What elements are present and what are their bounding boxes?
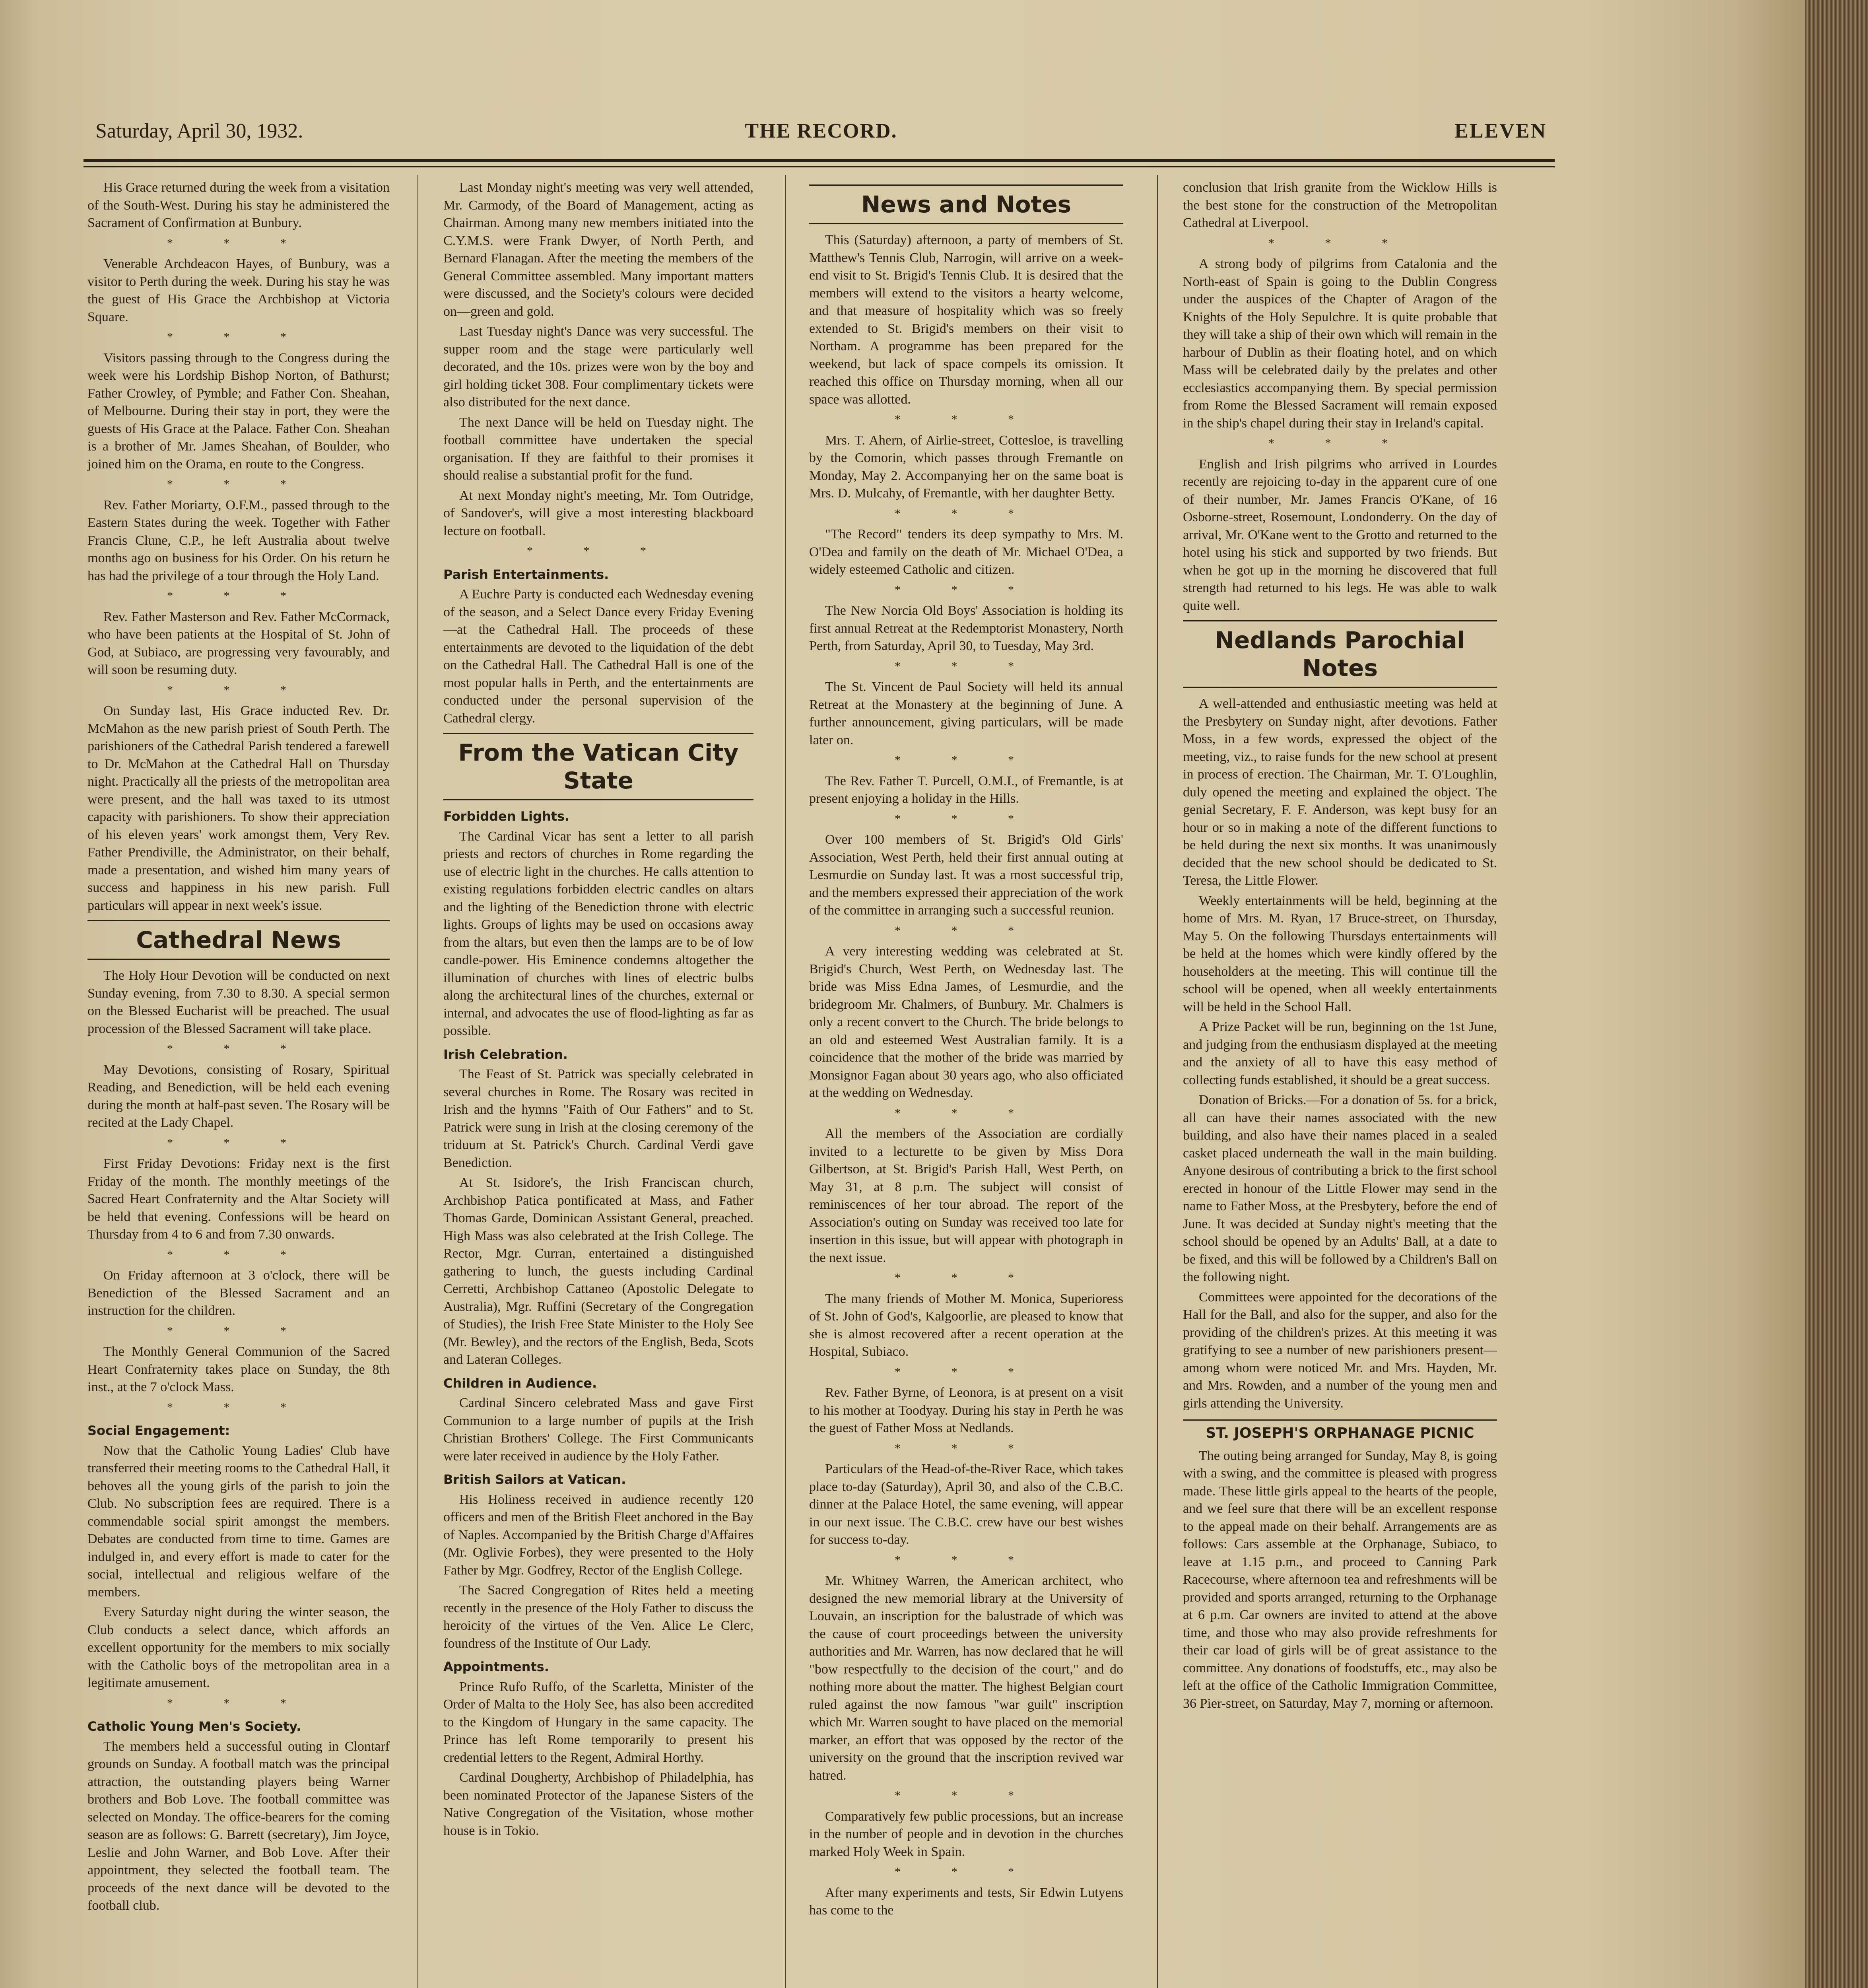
article-paragraph: Now that the Catholic Young Ladies' Club have transferred their meeting rooms to the Cathedral Hall, it behoves all the young girls of the parish to join the Club. No subscription fees are required. There is a commendable social spirit amongst the members. Debates are conducted from time to time. Games are indulged in, and every effort is made to cater for the social, intellectual and religious welfare of the members.	[87, 1443, 390, 1600]
article-paragraph: Committees were appointed for the decorations of the Hall for the Ball, and also for the supper, and also for the providing of the children's prizes. At this meeting it was gratifying to see a number of new parishioners present—among whom were noticed Mr. and Mrs. Hayden, Mr. and Mrs. Rowden, and a number of the young men and girls attending the University.	[1183, 1289, 1497, 1411]
article-paragraph: His Holiness received in audience recently 120 officers and men of the British Fleet anchored in the Bay of Naples. Accompanied by the British Charge d'Affaires (Mr. Oglivie Forbes), they were presented to the Holy Father by Mgr. Godfrey, Rector of the English College.	[443, 1492, 753, 1578]
article-paragraph: This (Saturday) afternoon, a party of members of St. Matthew's Tennis Club, Narrogin, will arrive on a week-end visit to St. Brigid's Tennis Club. It is desired that the members will extend to the visitors a hearty welcome, and that measure of hospitality which was so freely extended to St. Brigid's members on their visit to Northam. A programme has been prepared for the weekend, but lack of space compels its omission. It reached this office on Thursday morning, when all our space was allotted.	[809, 233, 1123, 407]
article-paragraph: A Euchre Party is conducted each Wednesday evening of the season, and a Select Dance every Friday Evening—at the Cathedral Hall. The proceeds of these entertainments are devoted to the liquidation of the debt on the Cathedral Hall. The Cathedral Hall is one of the most popular halls in Perth, and the entertainments are conducted under the personal supervision of the Cathedral clergy.	[443, 587, 753, 726]
article-paragraph: The members held a successful outing in Clontarf grounds on Sunday. A football match was the principal attraction, the outstanding players being Warner brothers and Bob Love. The football committee was selected on Monday. The office-bearers for the coming season are as follows: G. Barrett (secretary), Jim Joyce, Leslie and John Warner, and Bob Love. After their appointment, they selected the football team. The proceeds of the next dance will be devoted to the football club.	[87, 1739, 390, 1913]
article-paragraph: "The Record" tenders its deep sympathy to Mrs. M. O'Dea and family on the death of Mr. Michael O'Dea, a widely esteemed Catholic and citizen.	[809, 527, 1123, 577]
article-paragraph: On Sunday last, His Grace inducted Rev. Dr. McMahon as the new parish priest of South Perth. The parishioners of the Cathedral Parish tendered a farewell to Dr. McMahon at the Cathedral Hall on Thursday night. Practically all the priests of the metropolitan area were present, and the hall was taxed to its utmost capacity with parishioners. To show their appreciation of his eleven years' work amongst them, Very Rev. Father Prendiville, the Administrator, on their behalf, made a presentation, and wished him many years of success and happiness in his new parish. Full particulars will appear in next week's issue.	[87, 703, 390, 913]
separator-stars: * * *	[895, 1365, 1038, 1378]
subheading: Irish Celebration.	[443, 1046, 568, 1062]
issue-date: Saturday, April 30, 1932.	[95, 120, 303, 142]
separator-stars: * * *	[895, 924, 1038, 937]
masthead-rule-thick	[83, 159, 1555, 162]
article-paragraph: Mr. Whitney Warren, the American architect, who designed the new memorial library at the University of Louvain, an inscription for the balustrade of which was the cause of court proceedings between the university authorities and Mr. Warren, has now declared that he will "bow respectfully to the decision of the court," and do nothing more about the matter. The highest Belgian court ruled against the now famous "war guilt" inscription which Mr. Warren sought to have placed on the memorial marker, an effort that was opposed by the rector of the university on the ground that the inscription revived war hatred.	[809, 1573, 1123, 1783]
separator-stars: * * *	[167, 1136, 310, 1149]
article-paragraph: Every Saturday night during the winter season, the Club conducts a select dance, which affords an excellent opportunity for the members to mix socially with the Catholic boys of the metropolitan area in a legitimate amusement.	[87, 1605, 390, 1690]
masthead-rule-thin	[83, 166, 1555, 167]
article-paragraph: A very interesting wedding was celebrated at St. Brigid's Church, West Perth, on Wednesday last. The bride was Miss Edna James, of Lesmurdie, and the bridegroom Mr. Chalmers, of Bunbury. Mr. Chalmers is only a recent convert to the Church. The bride belongs to an old and esteemed West Australian family. It is a coincidence that the mother of the bride was married by Monsignor Fagan about 30 years ago, who also officiated at the wedding on Wednesday.	[809, 944, 1123, 1100]
article-paragraph: All the members of the Association are cordially invited to a lecturette to be given by Miss Dora Gilbertson, at St. Brigid's Parish Hall, West Perth, on May 31, at 8 p.m. The subject will consist of reminiscences of her tour abroad. The report of the Association's outing on Sunday was received too late for insertion in this issue, but will appear with photograph in the next issue.	[809, 1126, 1123, 1265]
page-number: ELEVEN	[1454, 120, 1547, 142]
article-paragraph: The many friends of Mother M. Monica, Superioress of St. John of God's, Kalgoorlie, are pleased to know that she is almost recovered after a recent operation at the Hospital, Subiaco.	[809, 1291, 1123, 1359]
article-paragraph: The Sacred Congregation of Rites held a meeting recently in the presence of the Holy Father to discuss the heroicity of the virtues of the Ven. Alice Le Clerc, foundress of the Institute of Our Lady.	[443, 1583, 753, 1651]
separator-stars: * * *	[895, 1271, 1038, 1284]
section-heading-nedlands: Nedlands Parochial Notes	[1183, 620, 1497, 688]
separator-stars: * * *	[1268, 236, 1412, 250]
book-page-edges	[1805, 0, 1868, 1988]
separator-stars: * * *	[167, 1042, 310, 1055]
article-paragraph: Rev. Father Byrne, of Leonora, is at present on a visit to his mother at Toodyay. During his stay in Perth he was the guest of Father Moss at Nedlands.	[809, 1385, 1123, 1435]
article-paragraph: Comparatively few public processions, but an increase in the number of people and in devotion in the churches marked Holy Week in Spain.	[809, 1809, 1123, 1859]
separator-stars: * * *	[895, 1789, 1038, 1802]
separator-stars: * * *	[167, 1696, 310, 1710]
separator-stars: * * *	[167, 1400, 310, 1414]
article-paragraph: Rev. Father Masterson and Rev. Father McCormack, who have been patients at the Hospital of St. John of God, at Subiaco, are progressing very favourably, and will soon be resuming duty.	[87, 609, 390, 677]
column-1	[87, 179, 390, 1917]
article-paragraph: His Grace returned during the week from a visitation of the South-West. During his stay he administered the Sacrament of Confirmation at Bunbury.	[87, 180, 390, 230]
article-paragraph: A strong body of pilgrims from Catalonia and the North-east of Spain is going to the Dublin Congress under the auspices of the Chapter of Aragon of the Knights of the Holy Sepulchre. It is quite probable that they will take a ship of their own which will remain in the harbour of Dublin as their floating hotel, and on which Mass will be celebrated daily by the prelates and other ecclesiastics accompanying them. By special permission from Rome the Blessed Sacrament will remain exposed in the ship's chapel during their stay in Ireland's capital.	[1183, 256, 1497, 431]
article-paragraph: Donation of Bricks.—For a donation of 5s. for a brick, all can have their names associated with the new building, and also have their names placed in a sealed casket placed underneath the wall in the main building. Anyone desirous of contributing a brick to the first school erected in honour of the Little Flower may send in the name to Father Moss, at the Presbytery, before the end of June. It was decided at Sunday night's meeting that the school should be opened by an Adults' Ball, at a date to be fixed, and this will be followed by a Children's Ball on the following night.	[1183, 1093, 1497, 1284]
article-paragraph: First Friday Devotions: Friday next is the first Friday of the month. The monthly meetings of the Sacred Heart Confraternity and the Altar Society will be held that evening. Confessions will be heard on Thursday from 4 to 6 and from 7.30 onwards.	[87, 1156, 390, 1242]
article-paragraph: May Devotions, consisting of Rosary, Spiritual Reading, and Benediction, will be held each evening during the month at half-past seven. The Rosary will be recited at the Lady Chapel.	[87, 1062, 390, 1130]
column-2	[443, 179, 753, 1842]
article-paragraph: Visitors passing through to the Congress during the week were his Lordship Bishop Norton, of Bathurst; Father Crowley, of Pymble; and Father Con. Sheahan, of Melbourne. During their stay in port, they were the guests of His Grace at the Palace. Father Con. Sheahan is a brother of Mr. James Sheahan, of Boulder, who joined him on the Orama, en route to the Congress.	[87, 350, 390, 472]
separator-stars: * * *	[895, 583, 1038, 596]
subheading: Catholic Young Men's Society.	[87, 1719, 301, 1734]
separator-stars: * * *	[895, 413, 1038, 426]
separator-stars: * * *	[895, 1553, 1038, 1567]
article-paragraph: Cardinal Sincero celebrated Mass and gave First Communion to a large number of pupils at the Irish Christian Brothers' College. The First Communicants were later received in audience by the Holy Father.	[443, 1396, 753, 1464]
article-paragraph: A well-attended and enthusiastic meeting was held at the Presbytery on Sunday night, after devotions. Father Moss, in a few words, expressed the object of the meeting, viz., to raise funds for the new school at present in process of erection. The Chairman, Mr. T. O'Loughlin, duly opened the meeting and explained the object. The genial Secretary, F. F. Anderson, was kept busy for an hour or so in making a note of the different functions to be held during the next six months. It was unanimously decided that the new school should be dedicated to St. Teresa, the Little Flower.	[1183, 696, 1497, 888]
article-paragraph: A Prize Packet will be run, beginning on the 1st June, and judging from the enthusiasm displayed at the meeting and the anxiety of all to have this easy method of collecting funds established, it should be a great success.	[1183, 1019, 1497, 1087]
section-heading-news-and-notes: News and Notes	[809, 184, 1123, 224]
separator-stars: * * *	[895, 1865, 1038, 1878]
article-paragraph: The New Norcia Old Boys' Association is holding its first annual Retreat at the Redemptorist Monastery, North Perth, from Saturday, April 30, to Tuesday, May 3rd.	[809, 603, 1123, 653]
subheading: British Sailors at Vatican.	[443, 1472, 626, 1487]
column-divider	[785, 175, 786, 1988]
article-paragraph: Cardinal Dougherty, Archbishop of Philadelphia, has been nominated Protector of the Japanese Sisters of the Native Congregation of the Visitation, whose mother house is in Tokio.	[443, 1770, 753, 1838]
section-heading-cathedral-news: Cathedral News	[87, 920, 390, 960]
article-paragraph: conclusion that Irish granite from the Wicklow Hills is the best stone for the construction of the Metropolitan Cathedral at Liverpool.	[1183, 180, 1497, 230]
article-paragraph: Venerable Archdeacon Hayes, of Bunbury, was a visitor to Perth during the week. During his stay he was the guest of His Grace the Archbishop at Victoria Square.	[87, 256, 390, 324]
article-paragraph: On Friday afternoon at 3 o'clock, there will be Benediction of the Blessed Sacrament and an instruction for the children.	[87, 1268, 390, 1318]
separator-stars: * * *	[167, 236, 310, 250]
article-paragraph: The Feast of St. Patrick was specially celebrated in several churches in Rome. The Rosary was recited in Irish and the hymns "Faith of Our Fathers" and to St. Patrick were sung in Irish at the closing ceremony of the triduum at St. Patrick's Church. Cardinal Verdi gave Benediction.	[443, 1067, 753, 1170]
article-paragraph: Rev. Father Moriarty, O.F.M., passed through to the Eastern States during the week. Together with Father Francis Clune, C.P., he left Australia about twelve months ago on business for his Order. On his return he has had the privilege of a tour through the Holy Land.	[87, 497, 390, 583]
separator-stars: * * *	[167, 1324, 310, 1338]
subheading: Appointments.	[443, 1659, 549, 1674]
article-paragraph: Mrs. T. Ahern, of Airlie-street, Cottesloe, is travelling by the Comorin, which passes through Fremantle on Monday, May 2. Accompanying her on the same boat is Mrs. D. Mulcahy, of Fremantle, with her daughter Betty.	[809, 433, 1123, 501]
separator-stars: * * *	[895, 812, 1038, 825]
article-paragraph: The Monthly General Communion of the Sacred Heart Confraternity takes place on Sunday, the 8th inst., at the 7 o'clock Mass.	[87, 1344, 390, 1394]
separator-stars: * * *	[527, 544, 670, 557]
separator-stars: * * *	[895, 507, 1038, 520]
subheading: Parish Entertainments.	[443, 567, 609, 582]
subheading: Social Engagement:	[87, 1423, 230, 1438]
article-paragraph: The Cardinal Vicar has sent a letter to all parish priests and rectors of churches in Rome regarding the use of electric light in the churches. He calls attention to existing regulations forbidden electric candles on altars and the lighting of the Benediction throne with electric lights. Groups of lights may be used on occasions away from the altars, but even then the lamps are to be of low candle-power. His Eminence condemns altogether the illumination of churches with lines of electric bulbs along the architectural lines of the churches, external or internal, and advocates the use of flood-lighting as far as possible.	[443, 829, 753, 1038]
separator-stars: * * *	[895, 753, 1038, 767]
subheading: Children in Audience.	[443, 1375, 597, 1391]
article-paragraph: The next Dance will be held on Tuesday night. The football committee have undertaken the special organisation. If they are faithful to their promises it should realise a substantial profit for the fund.	[443, 415, 753, 483]
newspaper-title: THE RECORD.	[745, 120, 897, 142]
column-divider	[417, 175, 418, 1988]
article-paragraph: The Rev. Father T. Purcell, O.M.I., of Fremantle, is at present enjoying a holiday in the Hills.	[809, 773, 1123, 806]
article-paragraph: The St. Vincent de Paul Society will held its annual Retreat at the Monastery at the beginning of June. A further announcement, giving particulars, will be made later on.	[809, 679, 1123, 747]
article-paragraph: Weekly entertainments will be held, beginning at the home of Mrs. M. Ryan, 17 Bruce-street, on Thursday, May 5. On the following Thursdays entertainments will be held at the homes which were kindly offered by the householders at the meeting. This will continue till the school will be opened, when all weekly entertainments will be held in the School Hall.	[1183, 893, 1497, 1014]
column-divider	[1157, 175, 1158, 1988]
article-paragraph: At next Monday night's meeting, Mr. Tom Outridge, of Sandover's, will give a most interesting blackboard lecture on football.	[443, 488, 753, 538]
subheading: Forbidden Lights.	[443, 809, 570, 824]
masthead	[95, 119, 1547, 151]
section-heading-vatican: From the Vatican City State	[443, 733, 753, 800]
article-paragraph: The outing being arranged for Sunday, May 8, is going with a swing, and the committee is pleased with progress made. These little girls appeal to the hearts of the people, and we feel sure that there will be an excellent response to the appeal made on their behalf. Arrangements are as follows: Cars assemble at the Orphanage, Subiaco, to leave at 1.15 p.m., and proceed to Canning Park Racecourse, where afternoon tea and refreshments will be provided and sports arranged, returning to the Orphanage at 6 p.m. Car owners are invited to attend at the above time, and those who may also provide refreshments for their car load of girls will be of great assistance to the committee. Any donations of foodstuffs, etc., may also be left at the office of the Catholic Immigration Committee, 36 Pier-street, on Saturday, May 7, morning or afternoon.	[1183, 1448, 1497, 1711]
separator-stars: * * *	[167, 683, 310, 697]
article-paragraph: Last Monday night's meeting was very well attended, Mr. Carmody, of the Board of Management, acting as Chairman. Among many new members initiated into the C.Y.M.S. were Frank Dwyer, of North Perth, and Bernard Flanagan. After the meeting the members of the General Committee assembled. Many important matters were discussed, and the Society's colours were decided on—green and gold.	[443, 180, 753, 319]
separator-stars: * * *	[167, 1248, 310, 1261]
separator-stars: * * *	[895, 1441, 1038, 1455]
separator-stars: * * *	[167, 478, 310, 491]
article-paragraph: At St. Isidore's, the Irish Franciscan church, Archbishop Patica pontificated at Mass, and Father Thomas Garde, Dominican Assistant General, preached. High Mass was also celebrated at the Irish College. The Rector, Mgr. Curran, entertained a distinguished gathering to lunch, the guests including Cardinal Cerretti, Archbishop Cattaneo (Apostolic Delegate to Australia), Mgr. Ruffini (Secretary of the Congregation of Studies), the Irish Free State Minister to the Holy See (Mr. Bewley), and the rectors of the English, Beda, Scots and Lateran Colleges.	[443, 1175, 753, 1367]
article-paragraph: Prince Rufo Ruffo, of the Scarletta, Minister of the Order of Malta to the Holy See, has also been accredited to the Kingdom of Hungary in the same capacity. The Prince has left Rome temporarily to present his credential letters to the Regent, Admiral Horthy.	[443, 1679, 753, 1765]
article-paragraph: After many experiments and tests, Sir Edwin Lutyens has come to the	[809, 1885, 1123, 1918]
section-heading-orphanage-picnic: ST. JOSEPH'S ORPHANAGE PICNIC	[1183, 1419, 1497, 1442]
article-paragraph: Last Tuesday night's Dance was very successful. The supper room and the stage were particularly well decorated, and the 10s. prizes were won by the boy and girl holding ticket 308. Four complimentary tickets were also distributed for the next dance.	[443, 324, 753, 410]
article-paragraph: The Holy Hour Devotion will be conducted on next Sunday evening, from 7.30 to 8.30. A special sermon on the Blessed Eucharist will be preached. The usual procession of the Blessed Sacrament will take place.	[87, 968, 390, 1036]
separator-stars: * * *	[1268, 437, 1412, 450]
separator-stars: * * *	[167, 589, 310, 602]
column-4	[1183, 179, 1497, 1715]
column-3	[809, 179, 1123, 1922]
article-paragraph: English and Irish pilgrims who arrived in Lourdes recently are rejoicing to-day in the apparent cure of one of their number, Mr. James Francis O'Kane, of 16 Osborne-street, Rosemount, Londonderry. On the day of arrival, Mr. O'Kane went to the Grotto and returned to the hotel using his stick and supported by two friends. But when he got up in the morning he discovered that full strength had returned to his legs. He was able to walk quite well.	[1183, 456, 1497, 613]
separator-stars: * * *	[895, 659, 1038, 673]
article-paragraph: Over 100 members of St. Brigid's Old Girls' Association, West Perth, held their first annual outing at Lesmurdie on Sunday last. It was a most successful trip, and the members expressed their appreciation of the work of the committee in arranging such a successful reunion.	[809, 832, 1123, 918]
separator-stars: * * *	[895, 1106, 1038, 1120]
article-paragraph: Particulars of the Head-of-the-River Race, which takes place to-day (Saturday), April 30, and also of the C.B.C. dinner at the Palace Hotel, the same evening, will appear in our next issue. The C.B.C. crew have our best wishes for success to-day.	[809, 1462, 1123, 1547]
separator-stars: * * *	[167, 330, 310, 344]
